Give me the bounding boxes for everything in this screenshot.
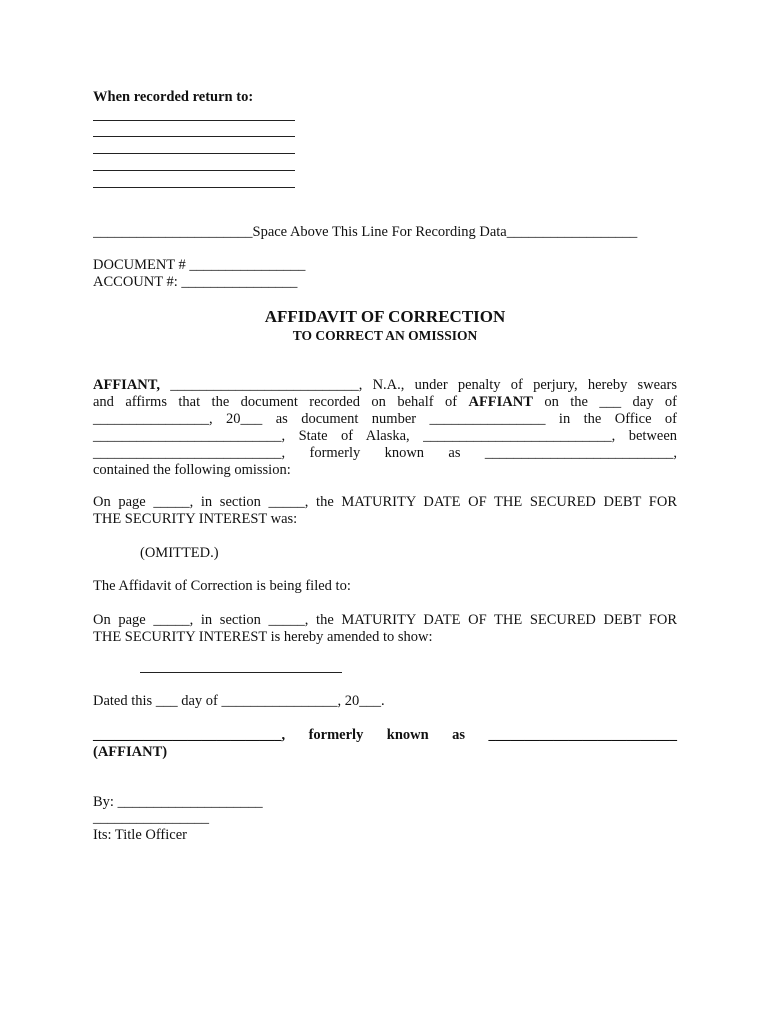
account-number: ACCOUNT #: ________________ [93, 274, 298, 290]
page-paragraph-2: On page _____, in section _____, the MATURITY DATE OF THE SECURED DEBT FOR THE SECURITY INTEREST is hereby amended to show: [93, 612, 677, 645]
page-paragraph-1: On page _____, in section _____, the MATURITY DATE OF THE SECURED DEBT FOR THE SECURITY INTEREST was: [93, 494, 677, 527]
return-blank-3 [93, 153, 295, 154]
amended-blank-line [140, 672, 342, 673]
omitted-text: (OMITTED.) [140, 545, 219, 561]
signature-block [93, 727, 677, 761]
affiant-line-4: __________________________, State of Alaska, __________________________, between [93, 428, 677, 444]
document-number: DOCUMENT # ________________ [93, 257, 306, 273]
affiant-line-6: contained the following omission: [93, 462, 291, 478]
recording-line: ______________________Space Above This Line For Recording Data__________________ [93, 224, 638, 240]
return-blank-1 [93, 120, 295, 121]
signature-line: __________________________, formerly known as __________________________ [93, 727, 677, 743]
affiant-label: AFFIANT, [93, 377, 160, 393]
document-title: AFFIDAVIT OF CORRECTION [264, 307, 506, 326]
its-title: Its: Title Officer [93, 827, 187, 843]
document-subtitle: TO CORRECT AN OMISSION [292, 328, 478, 343]
affiant-paragraph [93, 377, 677, 479]
return-heading: When recorded return to: [93, 89, 254, 105]
return-blank-5 [93, 187, 295, 188]
return-blank-4 [93, 170, 295, 171]
affiant-line-1: AFFIANT, __________________________, N.A., under penalty of perjury, hereby swears [93, 377, 677, 393]
dated-line: Dated this ___ day of ________________, 20___. [93, 693, 385, 709]
filed-to-text: The Affidavit of Correction is being filed to: [93, 578, 351, 594]
return-blank-2 [93, 136, 295, 137]
affiant-line-3: ________________, 20___ as document number ________________ in the Office of [93, 411, 677, 427]
by-line: By: ____________________ [93, 794, 263, 810]
affiant-signature-label: (AFFIANT) [93, 744, 168, 760]
affiant-line-2: and affirms that the document recorded on behalf of AFFIANT on the ___ day of [93, 394, 677, 410]
affiant-line-5: __________________________, formerly known as __________________________, [93, 445, 677, 461]
its-blank: ________________ [93, 810, 209, 826]
